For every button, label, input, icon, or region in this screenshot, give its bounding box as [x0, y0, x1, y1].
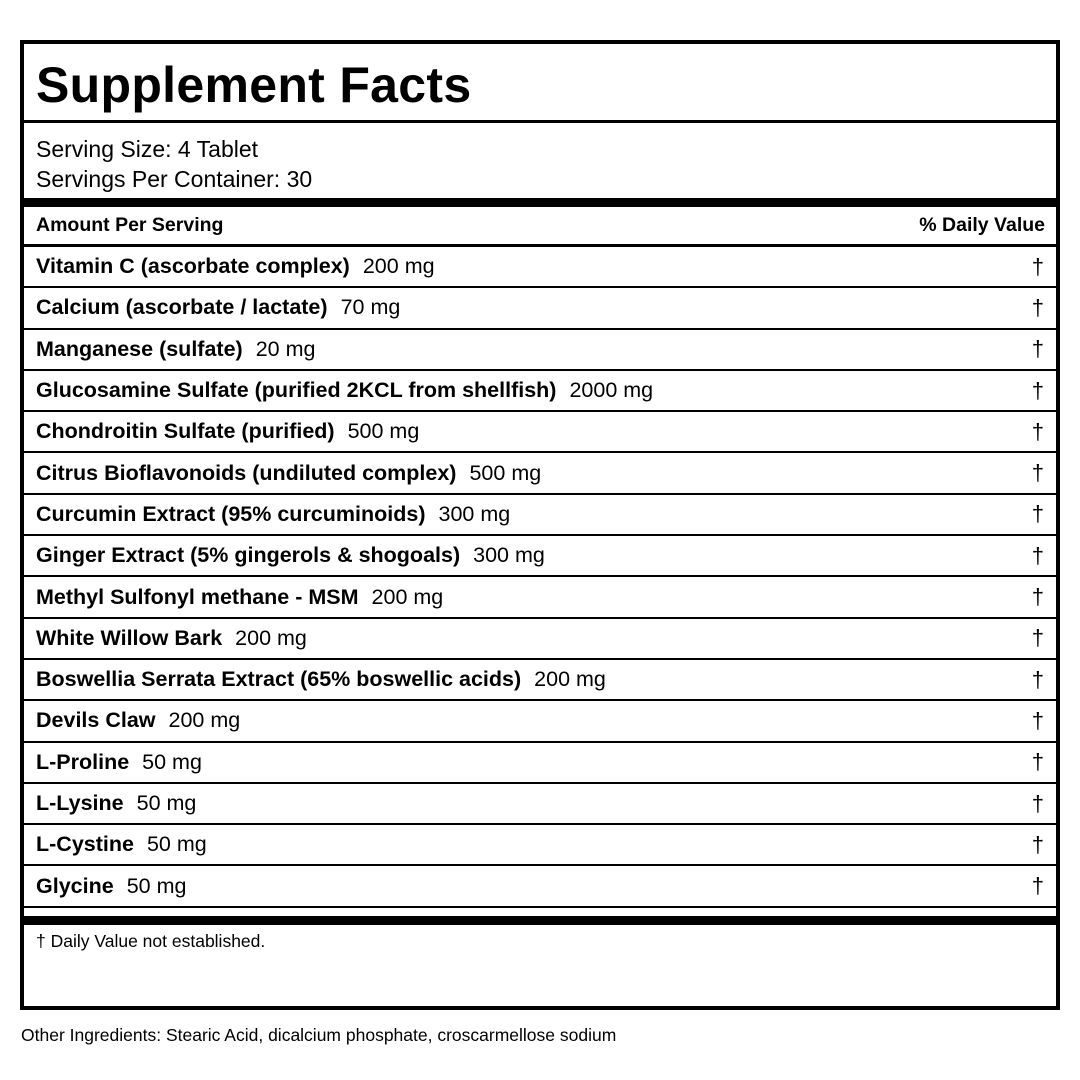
daily-value-dagger: †: [1031, 418, 1044, 444]
ingredient-row: [24, 660, 1056, 701]
title-box: [24, 44, 1056, 123]
ingredient-name: Methyl Sulfonyl methane - MSM: [36, 584, 359, 609]
ingredient-name: L-Proline: [36, 749, 130, 774]
daily-value-dagger: †: [1031, 707, 1044, 733]
ingredient-name: Calcium (ascorbate / lactate): [36, 295, 328, 320]
amount-header-row: [24, 207, 1056, 247]
ingredient-amount: 200 mg: [235, 625, 307, 650]
ingredient-row: [24, 866, 1056, 907]
ingredient-row: [24, 453, 1056, 494]
daily-value-dagger: †: [1031, 584, 1044, 610]
ingredient-amount: 50 mg: [126, 873, 187, 898]
ingredient-amount: 200 mg: [362, 254, 435, 279]
ingredient-row: [24, 577, 1056, 618]
ingredient-row: [24, 247, 1056, 288]
ingredient-row: [24, 619, 1056, 660]
serving-info: [24, 123, 1056, 198]
daily-value-dagger: †: [1031, 542, 1044, 568]
ingredient-amount: 200 mg: [371, 584, 444, 609]
ingredient-amount: 20 mg: [255, 336, 316, 361]
ingredient-amount: 2000 mg: [569, 378, 654, 403]
ingredient-amount: 300 mg: [473, 543, 545, 568]
ingredient-row: [24, 371, 1056, 412]
ingredient-row: [24, 701, 1056, 742]
ingredient-amount: 300 mg: [438, 501, 511, 526]
ingredient-row: [24, 330, 1056, 371]
ingredient-list: [24, 247, 1056, 908]
label-title: Supplement Facts: [36, 57, 472, 113]
ingredient-name: Ginger Extract (5% gingerols & shogoals): [36, 543, 461, 568]
spacer: [24, 908, 1056, 916]
ingredient-amount: 500 mg: [469, 460, 542, 485]
ingredient-name: Chondroitin Sulfate (purified): [36, 419, 335, 444]
ingredient-name: Curcumin Extract (95% curcuminoids): [36, 501, 426, 526]
ingredient-name: Boswellia Serrata Extract (65% boswellic acids): [36, 667, 522, 692]
ingredient-name: L-Cystine: [36, 832, 134, 857]
ingredient-amount: 200 mg: [534, 667, 606, 692]
serving-size: Serving Size: 4 Tablet: [36, 136, 259, 162]
thick-divider: [24, 198, 1056, 207]
ingredient-amount: 70 mg: [340, 295, 401, 320]
daily-value-dagger: †: [1031, 873, 1044, 899]
servings-per-container: Servings Per Container: 30: [36, 166, 313, 192]
daily-value-dagger: †: [1031, 253, 1044, 279]
thick-divider-bottom: [24, 916, 1056, 925]
ingredient-name: Glucosamine Sulfate (purified 2KCL from shellfish): [36, 378, 557, 403]
ingredient-row: [24, 536, 1056, 577]
ingredient-amount: 50 mg: [146, 832, 207, 857]
daily-value-dagger: †: [1031, 749, 1044, 775]
ingredient-row: [24, 412, 1056, 453]
ingredient-row: [24, 784, 1056, 825]
ingredient-amount: 50 mg: [142, 749, 202, 774]
daily-value-dagger: †: [1031, 501, 1044, 527]
daily-value-header: % Daily Value: [919, 214, 1045, 236]
ingredient-row: [24, 495, 1056, 536]
daily-value-dagger: †: [1031, 831, 1044, 857]
daily-value-dagger: †: [1031, 294, 1044, 320]
daily-value-dagger: †: [1031, 336, 1044, 362]
ingredient-name: Manganese (sulfate): [36, 336, 243, 361]
daily-value-dagger: †: [1031, 790, 1044, 816]
ingredient-name: Vitamin C (ascorbate complex): [36, 254, 350, 279]
other-ingredients: Other Ingredients: Stearic Acid, dicalcium phosphate, croscarmellose sodium: [21, 1025, 617, 1045]
daily-value-dagger: †: [1031, 625, 1044, 651]
ingredient-name: White Willow Bark: [36, 625, 223, 650]
ingredient-amount: 500 mg: [347, 419, 420, 444]
supplement-facts-panel: [20, 40, 1060, 1010]
ingredient-amount: 50 mg: [136, 791, 197, 815]
ingredient-name: Citrus Bioflavonoids (undiluted complex): [36, 460, 457, 485]
ingredient-amount: 200 mg: [168, 708, 241, 733]
daily-value-dagger: †: [1031, 460, 1044, 486]
ingredient-name: Devils Claw: [36, 708, 156, 733]
ingredient-row: [24, 825, 1056, 866]
footnote: † Daily Value not established.: [36, 930, 266, 951]
daily-value-dagger: †: [1031, 666, 1044, 692]
ingredient-name: L-Lysine: [36, 791, 124, 815]
daily-value-dagger: †: [1031, 377, 1044, 403]
ingredient-row: [24, 288, 1056, 329]
ingredient-name: Glycine: [36, 873, 114, 898]
amount-per-serving-header: Amount Per Serving: [36, 214, 224, 236]
ingredient-row: [24, 743, 1056, 784]
